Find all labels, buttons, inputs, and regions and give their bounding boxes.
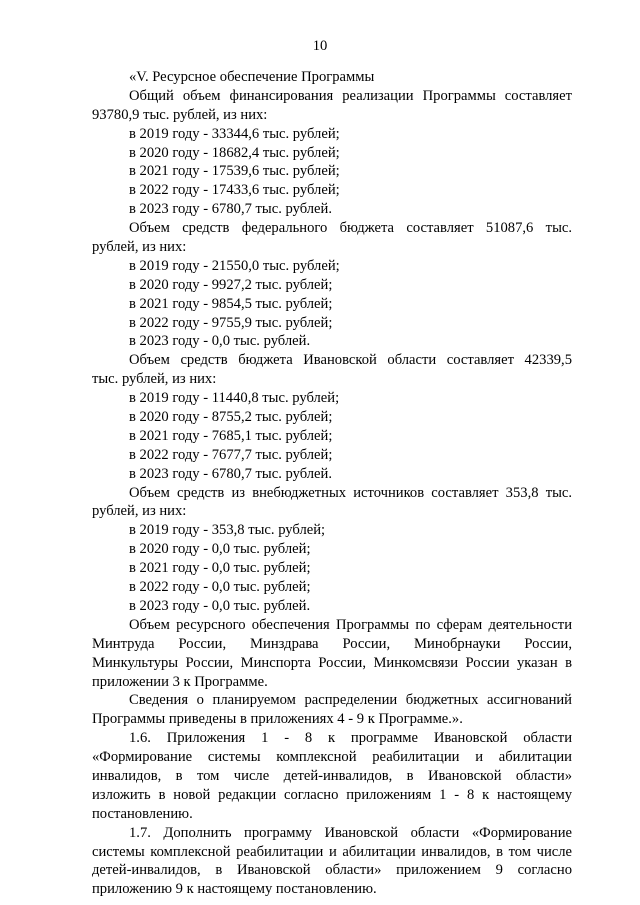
text-line: в 2022 году - 17433,6 тыс. рублей; <box>129 182 340 199</box>
text-line: Объем средств из внебюджетных источников составляет 353,8 тыс. <box>129 484 572 501</box>
text-line: постановлению. <box>92 805 193 822</box>
text-line: Сведения о планируемом распределении бюджетных ассигнований <box>129 692 572 709</box>
text-line: в 2023 году - 0,0 тыс. рублей. <box>129 333 311 350</box>
text-line: в 2020 году - 8755,2 тыс. рублей; <box>129 409 333 426</box>
page-number: 10 <box>312 38 328 54</box>
text-line: изложить в новой редакции согласно приложениям 1 - 8 к настоящему <box>92 786 572 803</box>
text-line: в 2023 году - 6780,7 тыс. рублей. <box>129 201 332 218</box>
text-line: системы комплексной реабилитации и абилитации инвалидов, в том числе <box>92 843 572 860</box>
text-line: в 2021 году - 0,0 тыс. рублей; <box>129 560 311 577</box>
text-line: инвалидов, в том числе детей-инвалидов, в Ивановской области» <box>92 767 572 784</box>
text-line: Объем средств федерального бюджета составляет 51087,6 тыс. <box>129 220 572 237</box>
document-body <box>92 68 572 899</box>
text-line: в 2023 году - 0,0 тыс. рублей. <box>129 597 311 614</box>
text-line: приложению 9 к настоящему постановлению. <box>92 881 377 898</box>
text-line: 93780,9 тыс. рублей, из них: <box>92 106 268 123</box>
text-line: в 2020 году - 0,0 тыс. рублей; <box>129 541 311 558</box>
text-line: в 2019 году - 353,8 тыс. рублей; <box>129 522 326 539</box>
text-line: в 2021 году - 17539,6 тыс. рублей; <box>129 163 340 180</box>
text-line: тыс. рублей, из них: <box>92 371 217 388</box>
text-line: рублей, из них: <box>92 239 187 256</box>
text-line: 1.6. Приложения 1 - 8 к программе Ивановской области <box>129 730 572 747</box>
text-line: Объем ресурсного обеспечения Программы по сферам деятельности <box>129 616 572 633</box>
text-line: в 2022 году - 9755,9 тыс. рублей; <box>129 314 333 331</box>
text-line: Общий объем финансирования реализации Программы составляет <box>129 87 572 104</box>
text-line: «V. Ресурсное обеспечение Программы <box>129 69 375 85</box>
text-line: рублей, из них: <box>92 503 187 520</box>
text-line: детей-инвалидов, в Ивановской области» приложением 9 согласно <box>92 862 572 879</box>
text-line: 1.7. Дополнить программу Ивановской области «Формирование <box>129 824 572 841</box>
text-line: в 2022 году - 0,0 тыс. рублей; <box>129 579 311 596</box>
text-line: в 2020 году - 18682,4 тыс. рублей; <box>129 144 340 161</box>
text-line: Минкультуры России, Минспорта России, Минкомсвязи России указан в <box>92 654 572 671</box>
text-line: «Формирование системы комплексной реабилитации и абилитации <box>92 749 572 766</box>
text-line: в 2020 году - 9927,2 тыс. рублей; <box>129 276 333 293</box>
text-line: в 2022 году - 7677,7 тыс. рублей; <box>129 446 333 463</box>
text-line: Программы приведены в приложениях 4 - 9 к Программе.». <box>92 711 463 728</box>
text-line: Объем средств бюджета Ивановской области составляет 42339,5 <box>129 352 572 369</box>
text-line: Минтруда России, Минздрава России, Минобрнауки России, <box>92 635 572 652</box>
text-line: в 2019 году - 33344,6 тыс. рублей; <box>129 125 340 142</box>
text-line: в 2019 году - 11440,8 тыс. рублей; <box>129 390 340 407</box>
text-line: приложении 3 к Программе. <box>92 673 268 690</box>
text-line: в 2023 году - 6780,7 тыс. рублей. <box>129 465 332 482</box>
text-line: в 2021 году - 9854,5 тыс. рублей; <box>129 295 333 312</box>
text-line: в 2021 году - 7685,1 тыс. рублей; <box>129 427 333 444</box>
text-line: в 2019 году - 21550,0 тыс. рублей; <box>129 257 340 274</box>
